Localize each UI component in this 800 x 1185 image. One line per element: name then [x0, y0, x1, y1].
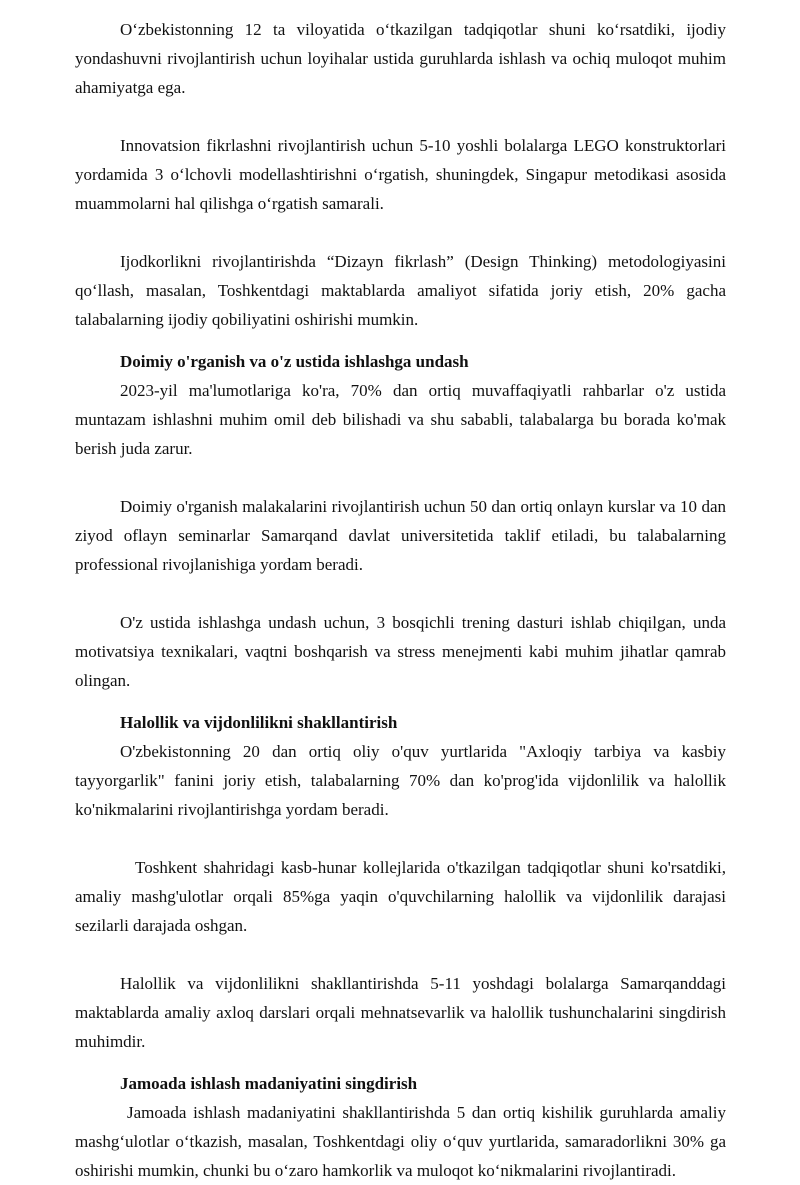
paragraph: O‘zbekistonning 12 ta viloyatida o‘tkazilgan tadqiqotlar shuni ko‘rsatdiki, ijodiy yondashuvni rivojlantirish uchun loyihalar ustida guruhlarda ishlash va ochiq muloqot muhim ahamiyatga ega.	[75, 20, 726, 97]
section-heading: Jamoada ishlash madaniyatini singdirish	[120, 1074, 418, 1093]
document-body	[75, 15, 726, 1185]
section-heading: Halollik va vijdonlilikni shakllantirish	[120, 713, 398, 732]
paragraph: Toshkent shahridagi kasb-hunar kollejlarida o'tkazilgan tadqiqotlar shuni ko'rsatdiki, amaliy mashg'ulotlar orqali 85%ga yaqin o'quvchilarning halollik va vijdonlilik darajasi sezilarli darajada oshgan.	[75, 858, 726, 935]
section-heading: Doimiy o'rganish va o'z ustida ishlashga undash	[120, 352, 469, 371]
paragraph: Innovatsion fikrlashni rivojlantirish uchun 5-10 yoshli bolalarga LEGO konstruktorlari yordamida 3 o‘lchovli modellashtirishni o‘rgatish, shuningdek, Singapur metodikasi asosida muammolarni hal qilishga o‘rgatish samarali.	[75, 136, 726, 213]
paragraph: Halollik va vijdonlilikni shakllantirishda 5-11 yoshdagi bolalarga Samarqanddagi maktablarda amaliy axloq darslari orqali mehnatsevarlik va halollik tushunchalarini singdirish muhimdir.	[75, 974, 726, 1051]
paragraph: Ijodkorlikni rivojlantirishda “Dizayn fikrlash” (Design Thinking) metodologiyasini qo‘llash, masalan, Toshkentdagi maktablarda amaliyot sifatida joriy etish, 20% gacha talabalarning ijodiy qobiliyatini oshirishi mumkin.	[75, 252, 726, 329]
paragraph: 2023-yil ma'lumotlariga ko'ra, 70% dan ortiq muvaffaqiyatli rahbarlar o'z ustida muntazam ishlashni muhim omil deb bilishadi va shu sababli, talabalarga bu borada ko'mak berish juda zarur.	[75, 381, 726, 458]
paragraph: O'zbekistonning 20 dan ortiq oliy o'quv yurtlarida "Axloqiy tarbiya va kasbiy tayyorgarlik" fanini joriy etish, talabalarning 70% dan ko'prog'ida vijdonlilik va halollik ko'nikmalarini rivojlantirishga yordam beradi.	[75, 742, 726, 819]
paragraph: O'z ustida ishlashga undash uchun, 3 bosqichli trening dasturi ishlab chiqilgan, unda motivatsiya texnikalari, vaqtni boshqarish va stress menejmenti kabi muhim jihatlar qamrab olingan.	[75, 613, 726, 690]
paragraph: Jamoada ishlash madaniyatini shakllantirishda 5 dan ortiq kishilik guruhlarda amaliy mashg‘ulotlar o‘tkazish, masalan, Toshkentdagi oliy o‘quv yurtlarida, samaradorlikni 30% ga oshirishi mumkin, chunki bu o‘zaro hamkorlik va muloqot ko‘nikmalarini rivojlantiradi.	[75, 1103, 726, 1180]
paragraph: Doimiy o'rganish malakalarini rivojlantirish uchun 50 dan ortiq onlayn kurslar va 10 dan ziyod oflayn seminarlar Samarqand davlat universitetida taklif etiladi, bu talabalarning professional rivojlanishiga yordam beradi.	[75, 497, 726, 574]
